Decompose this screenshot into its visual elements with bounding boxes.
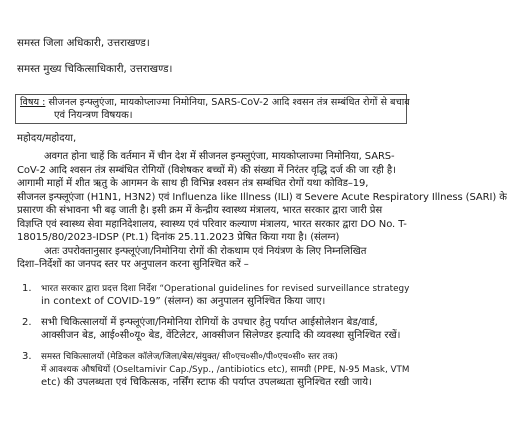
paragraph1-line-1: अवगत होना चाहें कि वर्तमान में चीन देश में सीजनल इन्फ्लुएंजा, मायकोप्लाज्मा निमोनिया, SARS-: [44, 151, 395, 162]
paragraph1-line-3: आगामी माहों में शीत ऋतु के आगमन के साथ ही विभिन्न श्वसन तंत्र सम्बंधित रोगों यथा कोविड–19,: [17, 178, 369, 189]
addressee-district-magistrates: समस्त जिला अधिकारी, उत्तराखण्ड।: [17, 37, 150, 49]
list-line: में आवश्यक औषधियों (Oseltamivir Cap./Syp., /antibiotics etc), सामग्री (PPE, N-95 Mask, VTM: [41, 364, 410, 375]
subject-box: [15, 94, 410, 124]
salutation: महोदय/महोदया,: [17, 133, 77, 144]
paragraph1-line-2: CoV-2 आदि श्वसन तंत्र सम्बंधित रोगियों (विशेषकर बच्चों में) की संख्या में निरंतर वृद्धि दर्ज की जा रही है।: [17, 165, 396, 176]
paragraph1-line-7: 18015/80/2023-IDSP (Pt.1) दिनांक 25.11.2023 प्रेषित किया गया है। (संलग्न): [17, 232, 340, 243]
paragraph2-line-1: अतः उपरोक्तानुसार इन्फ्लूएंजा/निमोनिया रोगों की रोकथाम एवं नियंत्रण के लिए निम्नलिखित: [44, 246, 367, 257]
list-number: 3.: [22, 351, 32, 362]
subject-line-1: [20, 97, 410, 110]
paragraph1-line-5: प्रसारण की संभावना भी बढ़ जाती है। इसी क्रम में केन्द्रीय स्वास्थ्य मंत्रालय, भारत सरकार द्वारा जारी प्रेस: [17, 205, 382, 216]
list-line: समस्त चिकित्सालयों (मेडिकल कॉलेज/जिला/बेस/संयुक्त/ सी०एच०सी०/पी०एच०सी० स्तर तक): [41, 352, 338, 362]
list-line: in context of COVID-19” (संलग्न) का अनुपालन सुनिश्चित किया जाए।: [41, 295, 326, 307]
list-line: सभी चिकित्सालयों में इन्फ्लूएंजा/निमोनिया रोगियों के उपचार हेतु पर्याप्त आईसोलेशन बेड/वार्ड,: [41, 317, 378, 328]
list-number: 1.: [22, 283, 32, 294]
list-line: भारत सरकार द्वारा प्रदत्त दिशा निर्देश “Operational guidelines for revised surveillance strategy: [41, 284, 410, 294]
subject-text-1: सीजनल इन्फ्लुएंजा, मायकोप्लाज्मा निमोनिया, SARS-CoV-2 आदि श्वसन तंत्र सम्बंधित रोगों से बचाव: [48, 97, 410, 108]
list-line: आक्सीजन बेड, आई०सी०यू० बेड, वेंटिलेटर, आक्सीजन सिलेण्डर इत्यादि की व्यवस्था सुनिश्चित रखें।: [41, 329, 401, 341]
addressee-chief-medical-officers: समस्त मुख्य चिकित्साधिकारी, उत्तराखण्ड।: [17, 63, 173, 75]
paragraph1-line-4: सीजनल इन्फ्लूएंजा (H1N1, H3N2) एवं Influenza like Illness (ILI) व Severe Acute Respiratory Illness (SARI) के: [17, 192, 507, 203]
list-number: 2.: [22, 317, 32, 328]
list-text: [41, 351, 409, 389]
subject-line-2: एवं नियन्त्रण विषयक।: [54, 110, 133, 121]
list-text: [41, 283, 409, 309]
subject-label: विषय :: [20, 97, 46, 108]
paragraph1-line-6: विज्ञप्ति एवं स्वास्थ्य सेवा महानिदेशालय, स्वास्थ्य एवं परिवार कल्याण मंत्रालय, भारत सरकार द्वारा DO No. T-: [17, 219, 407, 230]
list-text: [41, 317, 400, 343]
paragraph2-line-2: दिशा–निर्देशों का जनपद स्तर पर अनुपालन करना सुनिश्चित करें –: [17, 259, 249, 270]
list-line: etc) की उपलब्धता एवं चिकित्सक, नर्सिंग स्टाफ की पर्याप्त उपलब्धता सुनिश्चित रखी जाये।: [41, 376, 372, 388]
